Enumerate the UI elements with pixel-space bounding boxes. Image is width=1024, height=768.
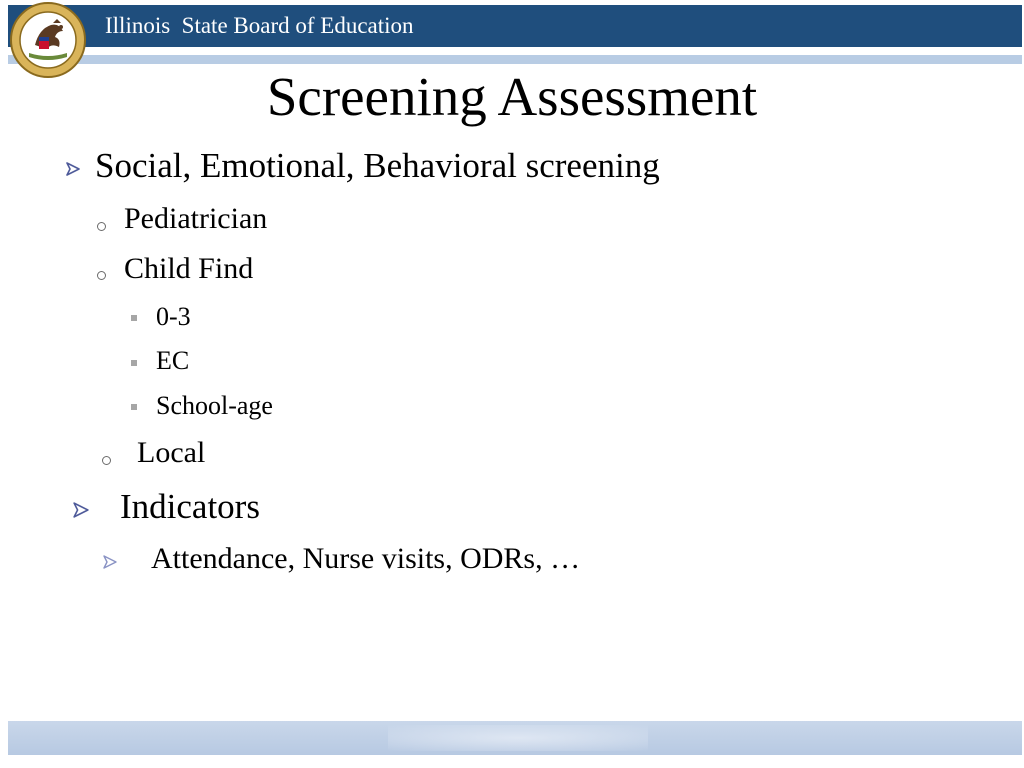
list-item: Attendance, Nurse visits, ODRs, …	[151, 542, 581, 575]
slide-title: Screening Assessment	[266, 66, 758, 127]
square-bullet-icon	[131, 404, 137, 410]
list-item: School-age	[156, 391, 273, 420]
header-stripe	[8, 55, 1022, 64]
list-item: Social, Emotional, Behavioral screening	[95, 146, 660, 185]
footer-band	[8, 721, 1022, 755]
square-bullet-icon	[131, 315, 137, 321]
arrow-bullet-icon	[73, 502, 89, 518]
circle-bullet-icon	[97, 222, 106, 231]
square-bullet-icon	[131, 360, 137, 366]
list-item: Local	[137, 436, 206, 469]
arrow-bullet-icon	[66, 162, 80, 176]
list-item: 0-3	[156, 302, 191, 331]
arrow-bullet-icon	[103, 555, 117, 569]
list-item: Child Find	[124, 252, 254, 285]
list-item: Indicators	[120, 487, 260, 526]
circle-bullet-icon	[97, 271, 106, 280]
org-name: Illinois State Board of Education	[105, 13, 414, 38]
list-item: Pediatrician	[124, 202, 268, 235]
circle-bullet-icon	[102, 456, 111, 465]
list-item: EC	[156, 346, 190, 375]
